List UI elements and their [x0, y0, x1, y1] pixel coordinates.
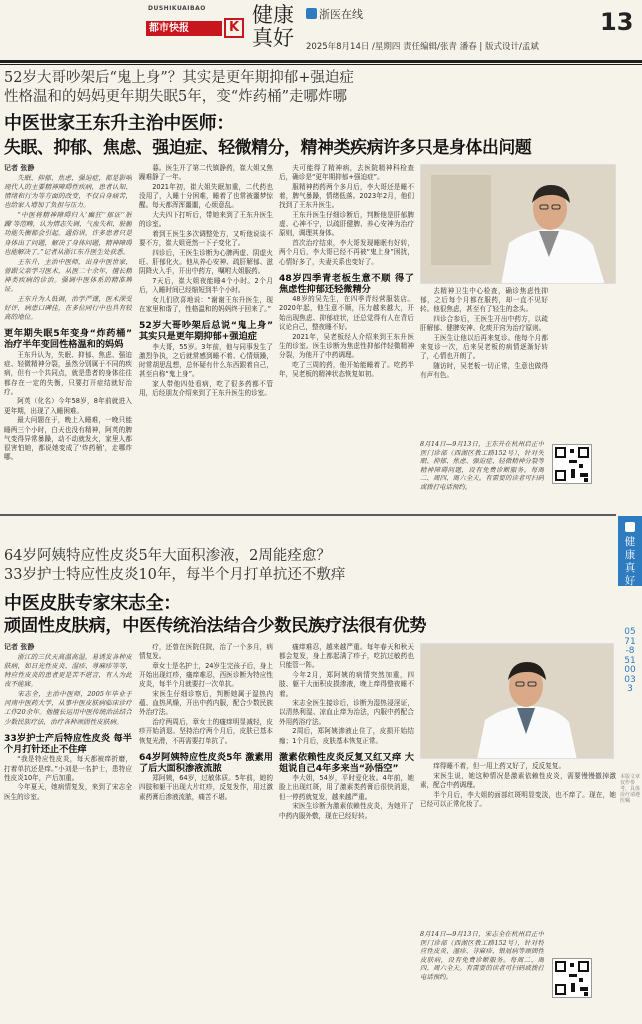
article1-col2-p7: 女儿们欣喜地说：“谢谢王东升医生，现在家里和谐了，性格温和的妈妈终于回来了。” — [139, 295, 273, 314]
article1-column-1 — [4, 164, 132, 508]
article1-col3-p4: 首次治疗结束，李大哥发现睡眠有好转，两个月后，李大哥已经不再被“鬼上身”困扰，心情好多了，夫妻关系也变好了。 — [279, 239, 414, 266]
article2-col1-p2: 今年夏天，她病情复发，来到了宋志全医生的诊室。 — [4, 783, 132, 801]
qr-module — [579, 464, 583, 468]
qr-finder-tr — [578, 961, 589, 972]
hotline-phone[interactable]: 0571-85100033 — [624, 627, 636, 694]
article1-col1-p2: 阿英（化名）今年58岁，8年前就进入更年期，出现了入睡困难。 — [4, 397, 132, 415]
article2-intro-p1: 浙江的三伏天高温高湿，易诱发各种皮肤病，如日光性皮炎、湿疹、荨麻疹等等，特应性皮炎的患者更是苦不堪言，有人为此夜不能寐。 — [4, 652, 132, 689]
brand-label: 浙医在线 — [319, 8, 363, 21]
article1-col1-p3: 最大问题在于，晚上入睡难，一晚只能睡两三个小时，白天也没有精神，阿英的脾气变得异常暴躁，动不动就发火，家里人都很害怕她，都说她变成了‘炸药桶’，走哪炸哪。 — [4, 416, 132, 462]
qr-module — [570, 449, 574, 453]
qr-module — [584, 478, 588, 482]
article-divider — [0, 514, 616, 516]
article1-column-3 — [279, 164, 414, 508]
article1-col2-p5: 四诊后，王医生诊断为心脾两虚、阴虚火旺、肝郁化火。他从养心安神、疏肝解郁、滋阴降火入手，开出中药方，嘱咐大姐服药。 — [139, 248, 273, 276]
health-tag-icon — [625, 522, 635, 532]
article2-col4-p2: 宋医生说，她这种情况是激素依赖性皮炎，需要慢慢撤掉激素，配合中药调理。 — [420, 771, 616, 789]
article2-col2-p2: 章女士是名护士，24岁生完孩子后，身上开始出现红疹，瘙痒难忍，西医诊断为特应性皮炎，每半个月就要打一次单抗。 — [139, 661, 273, 689]
article2-kicker-2: 33岁护士特应性皮炎10年，每半个月打单抗还不敷痒 — [4, 567, 346, 583]
section-title-text: 健康真好 — [252, 3, 294, 50]
article2-col2-p3: 宋医生仔细诊察后，判断她属于湿热内蕴、血热风燥，开出中药内服，配合少数民族外治疗法。 — [139, 690, 273, 717]
qr-finder-tl — [555, 961, 566, 972]
article1-kicker-2: 性格温和的妈妈更年期失眠5年，变“炸药桶”走哪炸哪 — [4, 89, 348, 105]
article1-contact: 8月14日—9月13日，王东升在杭州启正中医门诊部（西湖区教工路152号），针对失眠、抑郁、焦虑、强迫症、轻微精神分裂等精神障碍问题，设有免费诊断服务。每周二、周四、周六全天。有需要的读者可扫码或拨打电话预约。 — [420, 440, 544, 491]
article1-col3-p3: 王东升医生仔细诊断后，判断他是肝郁脾虚、心神不宁，以疏肝健脾、养心安神为治疗原则，调理其身体。 — [279, 211, 414, 238]
article2-col4-p3: 半个月后，李大姐的面部红斑明显变淡，也不痒了。现在，她已经可以正常化妆了。 — [420, 790, 616, 808]
article2-subhead-1: 33岁护士产后特应性皮炎 每半个月打针还止不住痒 — [4, 732, 132, 755]
page-number: 13 — [600, 8, 634, 36]
doctor-song-photo — [420, 643, 614, 759]
qr-module — [580, 987, 588, 991]
article2-headline-1: 中医皮肤专家宋志全： — [4, 593, 181, 614]
doctor-wang-portrait — [421, 165, 616, 284]
section-title — [252, 4, 296, 50]
article2-column-3 — [279, 643, 414, 1021]
article2-intro-p2: 宋志全，主治中医师，2005年毕业于河南中医药大学，从事中医皮肤病临床诊疗工作20余年。他擅长运用中医传统治法结合少数民族疗法，治疗各种顽固性皮肤病。 — [4, 690, 132, 726]
article2-col3b-p2: 宋医生诊断为激素依赖性皮炎，为她开了中药内服外敷，现在已经好转。 — [279, 802, 414, 820]
paper-name-logo: 都市快报 — [146, 21, 222, 36]
qr-finder-tl — [555, 447, 566, 458]
masthead — [0, 0, 642, 60]
qr-module — [580, 473, 588, 477]
article2-col3-p1: 瘙痒难忍，越来越严重。每年春天和秋天都会复发，身上都起满了疹子，吃抗过敏药也只能管一阵。 — [279, 643, 414, 670]
qr-finder-bl — [555, 470, 566, 481]
article2-qr-code[interactable] — [552, 958, 592, 998]
article1-col3b-p1: 48岁的吴先生，在四季青经营服装店。2020年起，他生意不顺，压力越来越大，开始出现焦虑、抑郁症状，还总觉得有人在背后议论自己，整夜睡不好。 — [279, 295, 414, 331]
article1-headline-1: 中医世家王东升主治中医师： — [4, 113, 235, 134]
paper-latin-name: DUSHIKUAIBAO — [148, 5, 206, 12]
qr-module — [571, 469, 575, 478]
brand-badge — [306, 6, 363, 22]
masthead-rule — [0, 60, 642, 63]
article2-column-4 — [420, 762, 616, 872]
article1-intro-p4: 王东升为人低调，治学严谨，医术深受好评，病患口碑佳，在多位同行中也具有较高的地位。 — [4, 294, 132, 322]
article2-col4-p1: 痒得睡不着，但一用上药又好了，反反复复。 — [433, 762, 566, 770]
article2-subhead-2: 64岁阿姨特应性皮炎5年 激素用了后大面积渗液流脓 — [139, 751, 273, 774]
article1-col2-p1: 暮。医生开了第二代镇静药，崔大姐又焦躁难静了一年。 — [139, 164, 273, 182]
article2-col3-p2: 今年2月，郑阿姨的病情突然加重，四肢、躯干大面积皮损渗液，晚上痒得整夜睡不着。 — [279, 671, 414, 698]
article1-col2b-p1: 李大哥，55岁。3年前，他与同事发生了激烈争执，之后就常感到睡不着、心情烦躁，时常胡思乱想，总怀疑有什么东西跟着自己，甚至自称“鬼上身”。 — [139, 342, 273, 379]
article1-intro-p1: 失眠、抑郁、焦虑、强迫症，都是影响现代人的主要精神障碍性疾病，患者认知、情绪和行为等方面的改变，不仅自身痛苦，也给家人增加了负担与压力。 — [4, 173, 132, 210]
article1-col4-p4: 随访时，吴老板一切正常，生意也做得有声有色。 — [420, 362, 548, 380]
article1-column-2 — [139, 164, 273, 508]
article2-col1-p1: “我是特应性皮炎，每天都被痒折磨，打着单抗还是痒。”小刘是一名护士，患特应性皮炎10年，产后加重。 — [4, 755, 132, 782]
qr-finder-tr — [578, 447, 589, 458]
article2-col3-p4: 2周后，郑阿姨渗液止住了，皮损开始结痂；1个月后，皮肤基本恢复正常。 — [279, 727, 414, 745]
article1-col1-p1: 王东升认为，失眠、抑郁、焦虑、强迫症、轻微精神分裂，虽然分别属于不同的疾病，但有一个共同点，就是患者的身体往往都存在一定的失衡，只要打开症结就好治疗。 — [4, 350, 132, 396]
article2-subhead-3: 激素依赖性皮炎反复又红又痒 大姐说自己4年多来当“孙悟空” — [279, 751, 414, 774]
qr-module — [584, 992, 588, 996]
article1-col4-p3: 王医生让他以后再来复诊。他每个月都来复诊一次，后来吴老板的病情逐渐好转了，心情也开朗了。 — [420, 334, 548, 361]
article2-col3-p3: 宋志全医生接诊后，诊断为湿热浸淫证，以清热利湿、凉血止痒为治法，内服中药配合外用药浴疗法。 — [279, 699, 414, 726]
article1-col3b-p2: 2021年，吴老板经人介绍来到王东升医生的诊室。医生诊断为焦虑性抑郁伴轻微精神分裂，为他开了中药调理。 — [279, 332, 414, 359]
article1-intro-p2: “中医将精神障碍归入‘癫狂’‘郁证’‘脏躁’等范畴，认为情志失调、气血失和、脏腑功能失衡都会引起。通俗讲，许多患者只是身体出了问题，解决了身体问题，精神障碍也能解决了。”记者从浙江东升医生处获悉。 — [4, 211, 132, 256]
sidebar-note: 本版文章仅作参考，具体诊疗请遵医嘱 — [620, 774, 641, 804]
doctor-song-portrait — [421, 644, 614, 759]
article1-col3b-p3: 吃了三周的药，他开始能睡着了。吃药半年，吴老板的精神状态恢复如初。 — [279, 360, 414, 378]
article1-col2-p4: 着到王医生多次调整处方，又听他说谈不要不方，崔大姐竟然一下子变化了。 — [139, 229, 273, 248]
dateline: 2025年8月14日 /星期四 责任编辑/张青 潘春 | 版式设计/孟斌 — [306, 42, 539, 52]
article1-col4-p1: 去精神卫生中心检查，确诊焦虑性抑郁，之后每个月都在服药，却一直不见好转。他很焦虑，甚至有了轻生的念头。 — [420, 287, 548, 314]
article2-headline-2: 顽固性皮肤病，中医传统治法结合少数民族疗法很有优势 — [4, 616, 427, 636]
article1-headline-2: 失眠、抑郁、焦虑、强迫症、轻微精分，精神类疾病许多只是身体出问题 — [4, 137, 532, 157]
article1-col4-p2: 四诊合参后，王医生开出中药方，以疏肝解郁、健脾安神、化痰开窍为治疗原则。 — [420, 315, 548, 333]
health-tag — [618, 516, 642, 586]
article1-col2b-p2: 家人带他四处看病，吃了很多药都不管用，后经朋友介绍来到了王东升医生的诊室。 — [139, 380, 273, 398]
article1-byline: 记者 张静 — [4, 164, 35, 172]
article1-subhead-1: 更年期失眠5年变身“炸药桶” 治疗半年变回性格温和的妈妈 — [4, 328, 132, 351]
article2-byline: 记者 张静 — [4, 643, 35, 651]
article1-col2-p2: 2021年初，崔大姐失眠加重，二代药也没用了，入睡十分困难，睡着了也常被噩梦惊醒。每天都浑浑噩噩，心烦意乱。 — [139, 182, 273, 210]
qr-module — [569, 460, 577, 463]
article2-column-2 — [139, 643, 273, 1021]
zhejiang-medical-online-icon — [306, 8, 317, 19]
health-tag-label: 健康真好 — [624, 536, 636, 587]
qr-module — [569, 974, 577, 977]
article2-col2-p4: 治疗两周后，章女士的瘙痒明显减轻，皮疹开始消退。坚持治疗两个月后，皮肤已基本恢复光滑，不再需要打单抗了。 — [139, 718, 273, 745]
article2-col2-p1: 疗，还曾在医院住院，治了一个多月，病情复发。 — [139, 643, 273, 661]
article1-subhead-3: 48岁四季青老板生意不顺 得了焦虑性抑郁还轻微精分 — [279, 272, 414, 295]
article2-column-1 — [4, 643, 132, 1021]
k-logo-icon: K — [224, 18, 244, 38]
article1-qr-code[interactable] — [552, 444, 592, 484]
qr-module — [579, 978, 583, 982]
qr-module — [571, 983, 575, 992]
article2-col2b-p1: 郑阿姨，64岁，过敏体质。5年前，她的四肢和躯干出现大片红疹，反复发作，用过激素药膏后渗液流脓，痛苦不堪。 — [139, 774, 273, 801]
article2-col3b-p1: 李大姐，54岁，平时爱化妆。4年前，她脸上出现红斑，用了激素类药膏后很快消退，但一停药就复发，越来越严重。 — [279, 774, 414, 801]
article2-contact: 8月14日—9月13日，宋志全在杭州启正中医门诊部（西湖区教工路152号），针对特应性皮炎、湿疹、荨麻疹、银屑病等顽固性皮肤病，设有免费诊断服务。每周二、周四、周六全天。有需要的读者可扫码或拨打电话预约。 — [420, 930, 544, 981]
article1-col3-p1: 夫可能得了精神病，去医院精神科检查后，确诊是“更年期抑郁+强迫症”。 — [279, 164, 414, 182]
article1-intro-p3: 王东升，主治中医师，出身中医世家，曾跟父亲学习医术，从医二十余年，擅长精神类疾病的诊治。强调中医体系的精准辨证。 — [4, 257, 132, 294]
doctor-wang-photo — [420, 164, 616, 284]
article1-col2-p6: 7天后，崔大姐夜能睡4个小时。2个月后，入睡时间已经缩短到半个小时。 — [139, 276, 273, 295]
article2-kicker-1: 64岁阿姨特应性皮炎5年大面积渗液，2周能痊愈？ — [4, 548, 331, 564]
right-sidebar — [618, 516, 642, 1024]
article1-col3-p2: 服精神药药两个多月后，李大哥还是睡不着，脾气暴躁，情绪低落。2023年2月，他们找到了王东升医生。 — [279, 182, 414, 210]
article1-subhead-2: 52岁大哥吵架后总说“鬼上身” 其实只是更年期抑郁+强迫症 — [139, 320, 273, 343]
qr-finder-bl — [555, 984, 566, 995]
article1-col2-p3: 大夫四下打听后，带她来到了王东升医生的诊室。 — [139, 211, 273, 229]
qr-module — [570, 963, 574, 967]
article1-kicker-1: 52岁大哥吵架后“鬼上身”？其实是更年期抑郁+强迫症 — [4, 70, 354, 86]
masthead-rule-thin — [0, 64, 642, 65]
